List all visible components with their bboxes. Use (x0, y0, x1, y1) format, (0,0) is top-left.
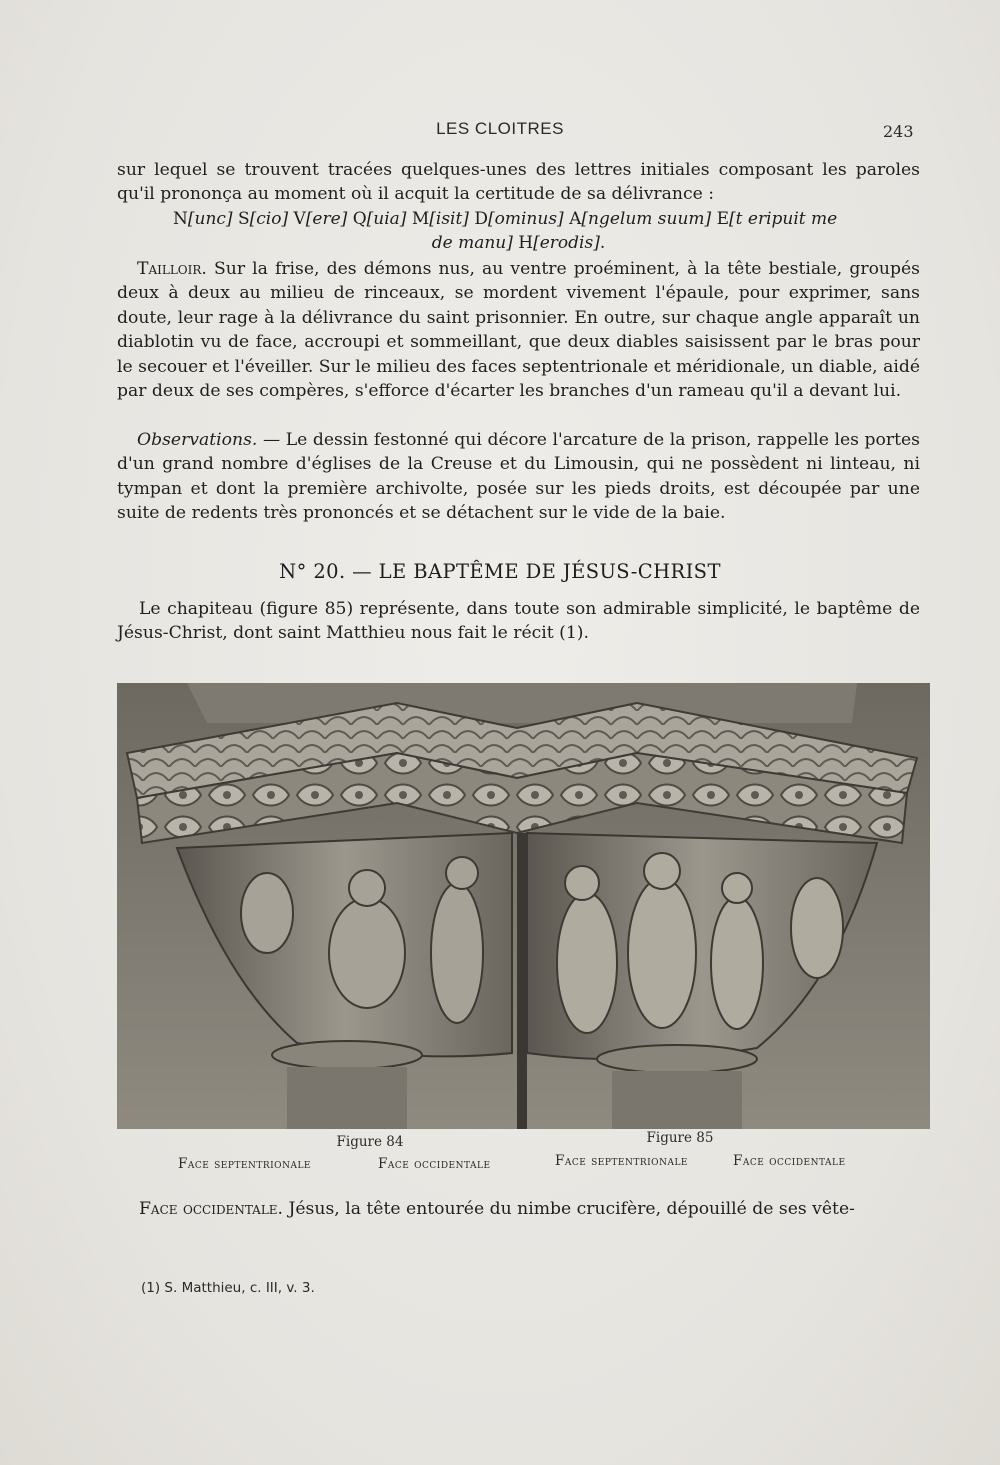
footnote: (1) S. Matthieu, c. III, v. 3. (141, 1280, 315, 1296)
paragraph-tailloir: Tailloir. Sur la frise, des démons nus, au ventre proéminent, à la tête bestiale, groupés deux à deux au milieu de rinceaux, se mordent vivement l'épaule, pour exprimer, sans doute, leur rage à la délivrance du saint prisonnier. En outre, sur chaque angle apparaît un diablotin vu de face, accroupi et sommeillant, que deux diables saisissent par le bras pour le secouer et l'éveiller. Sur le milieu des faces septentrionale et méridionale, un diable, aidé par deux de ses compères, s'efforce d'écarter les branches d'un rameau qu'il a devant lui. (117, 259, 920, 402)
paragraph-face-occidentale: Face occidentale. Jésus, la tête entourée du nimbe crucifère, dépouillé de ses vête- (139, 1199, 855, 1219)
capital-photograph-image (117, 683, 930, 1129)
paragraph-label: Tailloir. (137, 259, 207, 279)
paragraph-observations: Observations. — Le dessin festonné qui décore l'arcature de la prison, rappelle les portes d'un grand nombre d'églises de la Creuse et du Limousin, qui ne possèdent ni linteau, ni tympan et dont la première archivolte, posée sur les pieds droits, est découpée par une suite de redents très prononcés et se détachent sur le vide de la baie. (117, 430, 920, 524)
figure-84-face-occidentale: Face occidentale (378, 1156, 491, 1172)
latin-inscription-line-2: de manu] H[erodis]. (431, 233, 606, 253)
figure-84-face-septentrionale: Face septentrionale (178, 1156, 311, 1172)
section-heading: N° 20. — LE BAPTÊME DE JÉSUS-CHRIST (279, 560, 721, 583)
latin-inscription-line-1: N[unc] S[cio] V[ere] Q[uia] M[isit] D[ominus] A[ngelum suum] E[t eripuit me (173, 209, 838, 229)
figure-84-caption: Figure 84 (336, 1134, 404, 1150)
page-number: 243 (883, 122, 914, 141)
running-header: LES CLOITRES (436, 119, 564, 138)
figure-85-caption: Figure 85 (646, 1130, 714, 1146)
capital-photograph (117, 683, 930, 1129)
figure-85-face-septentrionale: Face septentrionale (555, 1153, 688, 1169)
paragraph-label: Face occidentale. (139, 1199, 284, 1219)
paragraph-bapteme: Le chapiteau (figure 85) représente, dans toute son admirable simplicité, le baptême de Jésus-Christ, dont saint Matthieu nous fait le récit (1). (117, 599, 920, 644)
paragraph-label: Observations. (137, 430, 258, 450)
paragraph-intro: sur lequel se trouvent tracées quelques-unes des lettres initiales composant les paroles qu'il prononça au moment où il acquit la certitude de sa délivrance : (117, 160, 920, 205)
figure-85-face-occidentale: Face occidentale (733, 1153, 846, 1169)
